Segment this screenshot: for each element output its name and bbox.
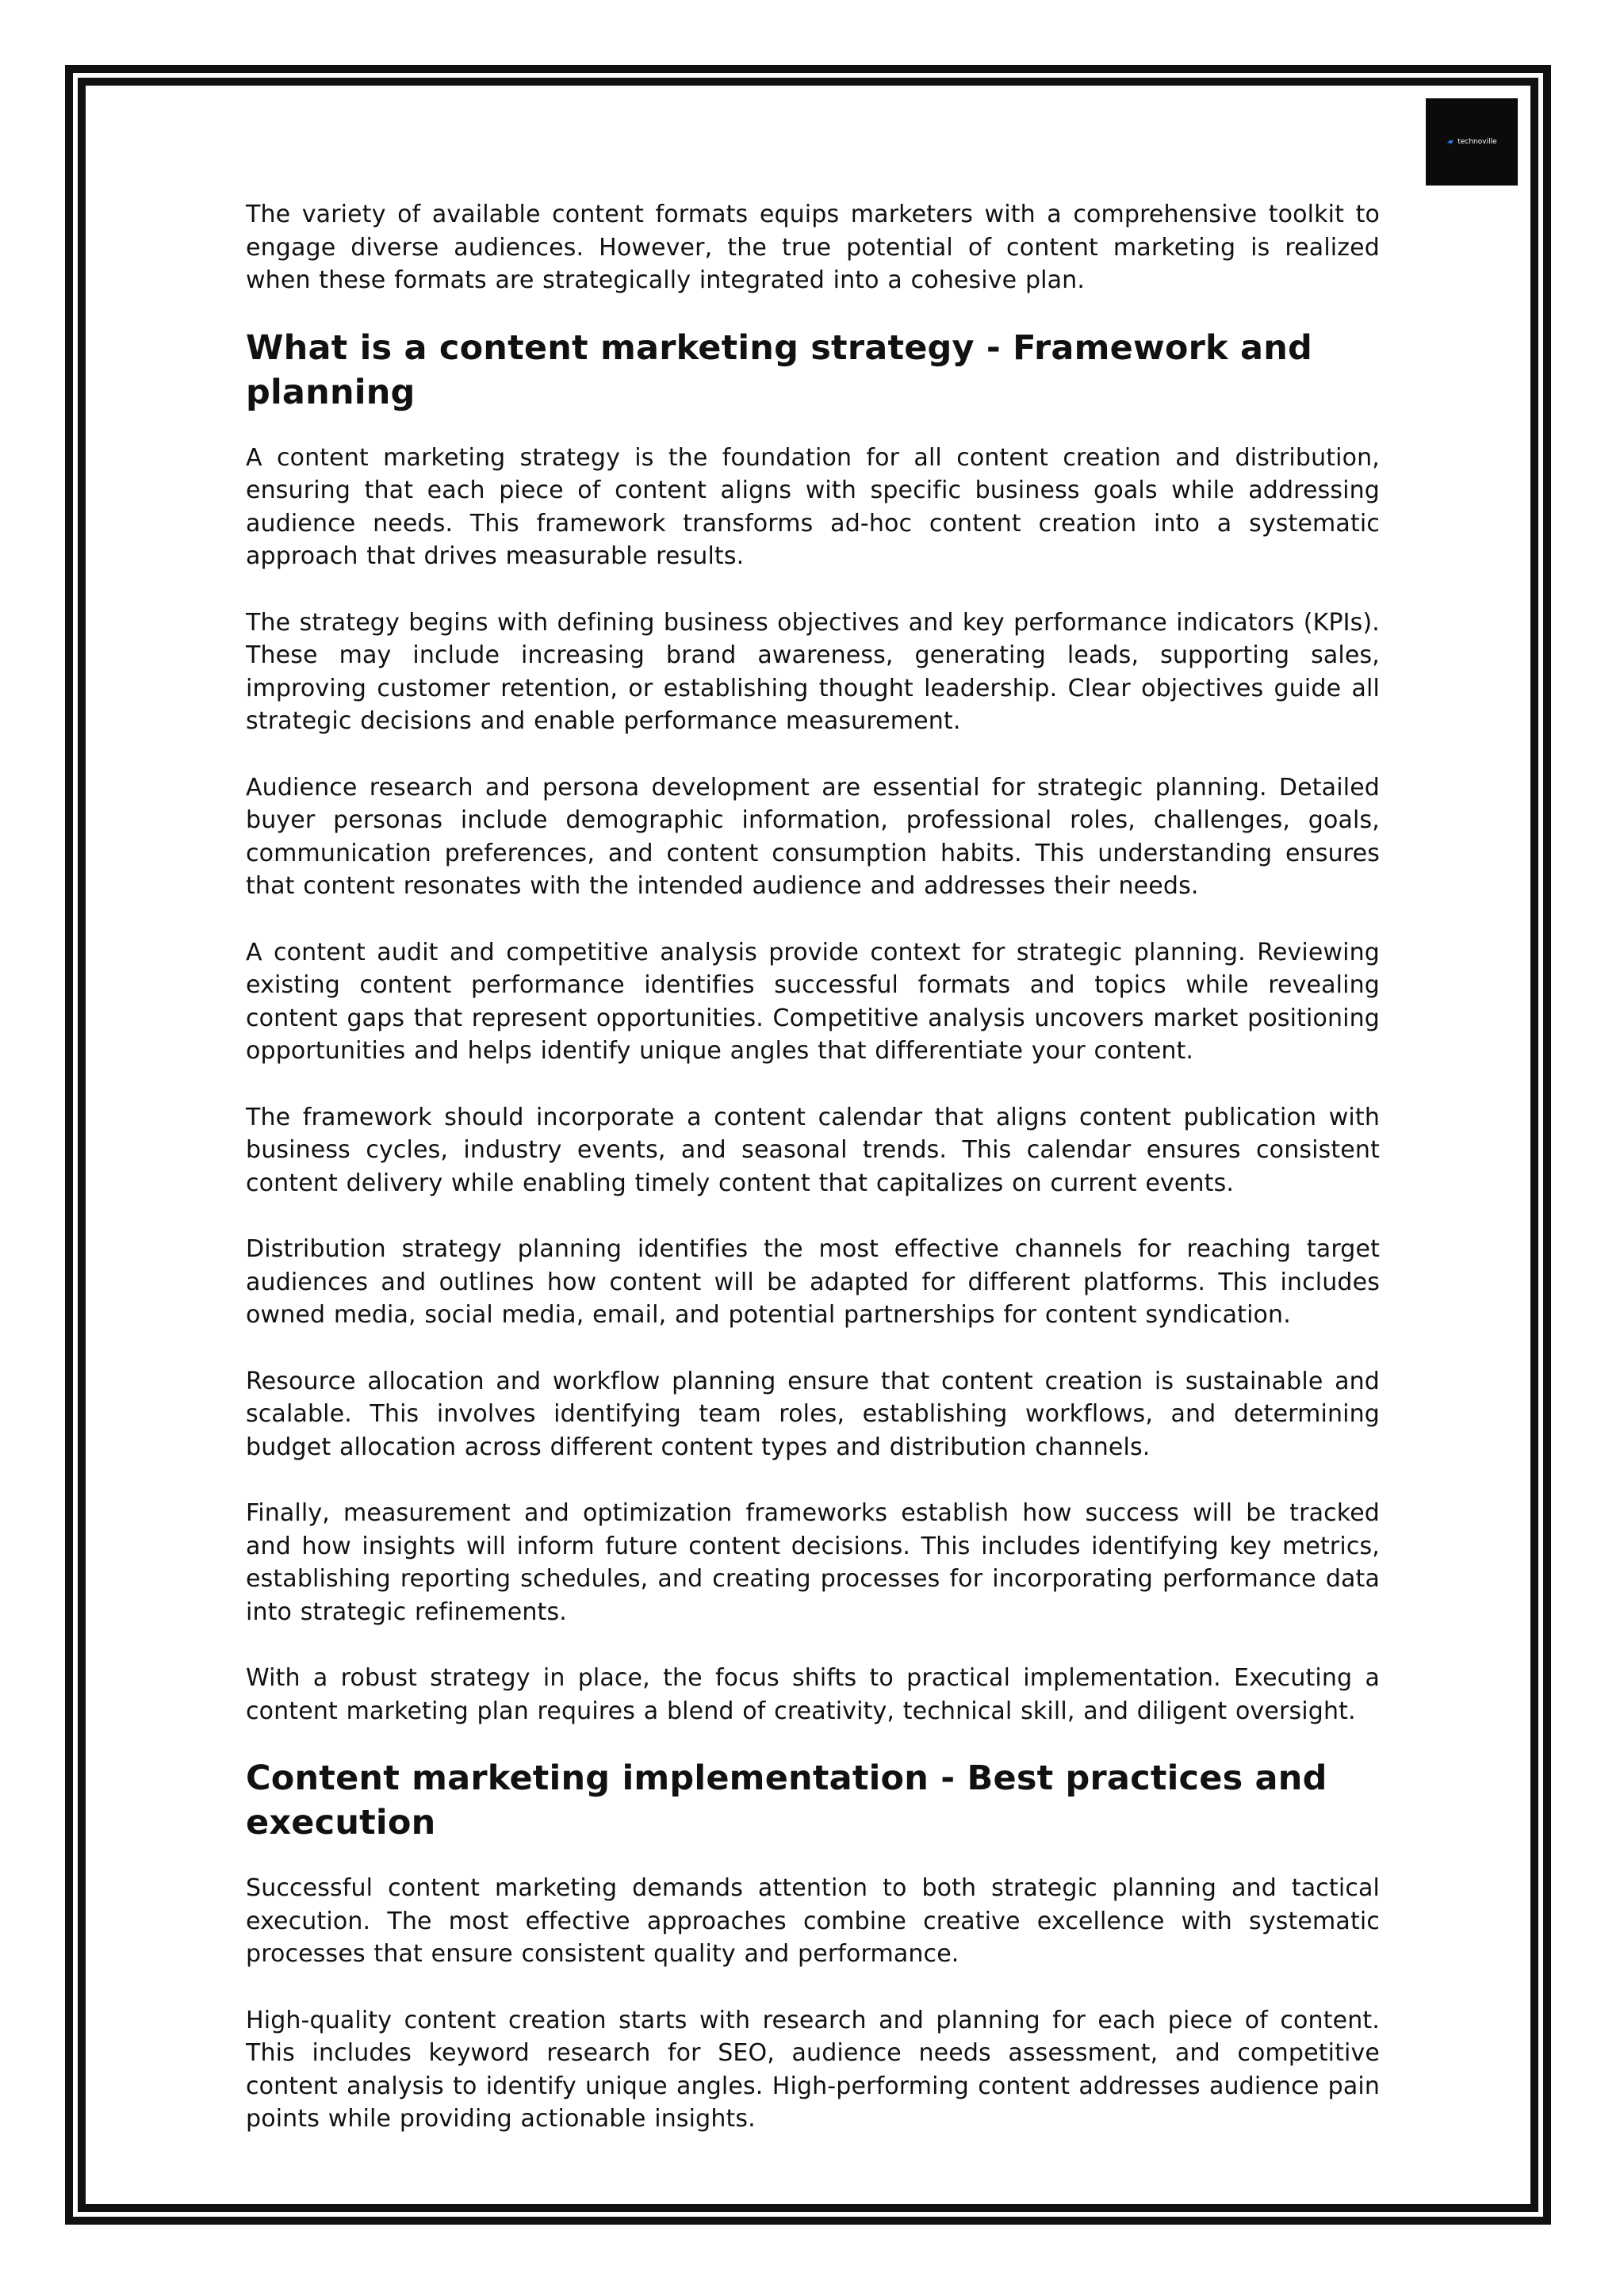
- brand-logo: [1426, 98, 1518, 186]
- brand-logo-text: technoville: [1457, 138, 1497, 146]
- brand-logo-icon: [1446, 139, 1454, 145]
- paragraph: Successful content marketing demands attention to both strategic planning and tactical execution. The most effective approaches combine creative excellence with systematic processes that ensure consistent quality and performance.: [246, 1874, 1380, 1968]
- paragraph: With a robust strategy in place, the focus shifts to practical implementation. Executing a content marketing plan requires a blend of creativity, technical skill, and diligent oversight.: [246, 1664, 1380, 1725]
- paragraph: Distribution strategy planning identifies the most effective channels for reaching target audiences and outlines how content will be adapted for different platforms. This includes owned media, social media, email, and potential partnerships for content syndication.: [246, 1235, 1380, 1329]
- brand-logo-inner: [1446, 138, 1496, 146]
- paragraph: Audience research and persona development are essential for strategic planning. Detailed buyer personas include demographic information, professional roles, challenges, goals, communication preferences, and content consumption habits. This understanding ensures that content resonates with the intended audience and addresses their needs.: [246, 773, 1380, 900]
- paragraph: High-quality content creation starts with research and planning for each piece of content. This includes keyword research for SEO, audience needs assessment, and competitive content analysis to identify unique angles. High-performing content addresses audience pain points while providing actionable insights.: [246, 2006, 1380, 2133]
- paragraph: The strategy begins with defining business objectives and key performance indicators (KPIs). These may include increasing brand awareness, generating leads, supporting sales, improving customer retention, or establishing thought leadership. Clear objectives guide all strategic decisions and enable performance measurement.: [246, 608, 1380, 735]
- paragraph: Resource allocation and workflow planning ensure that content creation is sustainable and scalable. This involves identifying team roles, establishing workflows, and determining budget allocation across different content types and distribution channels.: [246, 1367, 1380, 1461]
- section-heading-strategy: What is a content marketing strategy - Framework and planning: [246, 327, 1313, 412]
- paragraph: A content marketing strategy is the foundation for all content creation and distribution, ensuring that each piece of content aligns with specific business goals while addressing audience needs. This framework transforms ad-hoc content creation into a systematic approach that drives measurable results.: [246, 443, 1380, 570]
- paragraph: The framework should incorporate a content calendar that aligns content publication with business cycles, industry events, and seasonal trends. This calendar ensures consistent content delivery while enabling timely content that capitalizes on current events.: [246, 1103, 1380, 1197]
- section-heading-implementation: Content marketing implementation - Best practices and execution: [246, 1758, 1327, 1843]
- paragraph: Finally, measurement and optimization frameworks establish how success will be tracked and how insights will inform future content decisions. This includes identifying key metrics, establishing reporting schedules, and creating processes for incorporating performance data into strategic refinements.: [246, 1499, 1380, 1626]
- document-body: [246, 198, 1380, 2169]
- paragraph: A content audit and competitive analysis provide context for strategic planning. Reviewing existing content performance identifies successful formats and topics while revealing content gaps that represent opportunities. Competitive analysis uncovers market positioning opportunities and helps identify unique angles that differentiate your content.: [246, 938, 1380, 1065]
- intro-paragraph: The variety of available content formats equips marketers with a comprehensive toolkit to engage diverse audiences. However, the true potential of content marketing is realized when these formats are strategically integrated into a cohesive plan.: [246, 201, 1380, 294]
